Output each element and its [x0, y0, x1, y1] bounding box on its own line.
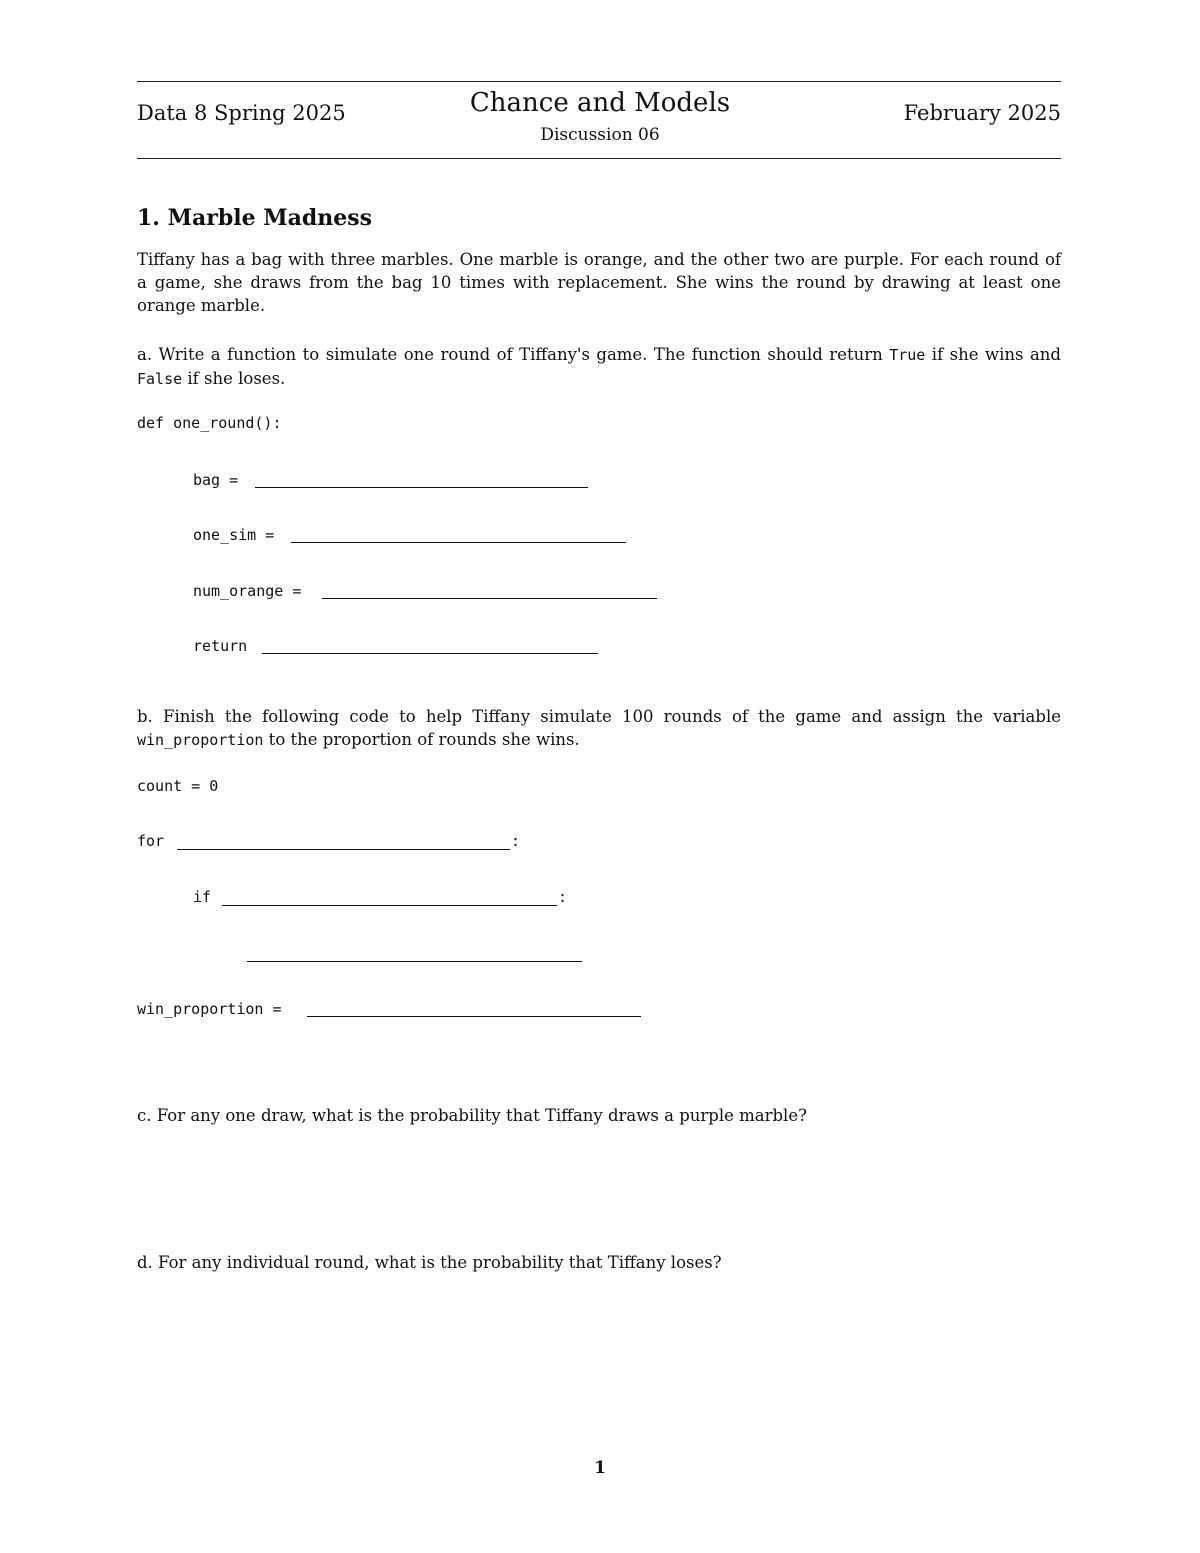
course-name: Data 8 Spring 2025: [137, 101, 346, 125]
blank-bag[interactable]: [255, 487, 588, 488]
part-a-text-1: a. Write a function to simulate one round of Tiffany's game. The function should return: [137, 345, 890, 364]
part-a-text-3: if she loses.: [182, 369, 286, 388]
part-b-text-2: to the proportion of rounds she wins.: [263, 730, 580, 749]
blank-win-proportion[interactable]: [307, 1016, 641, 1017]
part-a-prompt: [137, 343, 1061, 391]
part-b-text-1: b. Finish the following code to help Tiffany simulate 100 rounds of the game and assign the variable: [137, 707, 1061, 726]
part-d-prompt: d. For any individual round, what is the probability that Tiffany loses?: [137, 1253, 722, 1272]
part-b-prompt: [137, 705, 1061, 752]
code-count-line: count = 0: [137, 777, 219, 795]
blank-for[interactable]: [177, 849, 510, 850]
page-number: 1: [594, 1458, 606, 1478]
code-return-label: return: [193, 637, 248, 655]
code-if-label: if: [193, 888, 212, 906]
code-win-proportion: win_proportion: [137, 731, 264, 749]
code-bag-label: bag =: [193, 471, 239, 489]
section-intro: Tiffany has a bag with three marbles. One marble is orange, and the other two are purple. For each round of a game, she draws from the bag 10 times with replacement. She wins the round by drawing at least one orange marble.: [137, 250, 1061, 315]
code-if-colon: :: [558, 888, 568, 906]
section-heading: 1. Marble Madness: [137, 205, 372, 231]
code-for-label: for: [137, 832, 165, 850]
part-a-text-2: if she wins and: [925, 345, 1061, 364]
blank-if[interactable]: [222, 905, 557, 906]
blank-if-body[interactable]: [247, 961, 582, 962]
blank-one-sim[interactable]: [291, 542, 626, 543]
part-c-prompt: c. For any one draw, what is the probability that Tiffany draws a purple marble?: [137, 1106, 807, 1125]
document-date: February 2025: [903, 101, 1061, 125]
code-false: False: [137, 370, 183, 388]
code-num-orange-label: num_orange =: [193, 582, 302, 600]
code-def-line: def one_round():: [137, 414, 282, 432]
header-bottom-rule: [137, 158, 1061, 159]
code-win-proportion-label: win_proportion =: [137, 1000, 282, 1018]
document-title: Chance and Models: [469, 88, 731, 118]
blank-num-orange[interactable]: [322, 598, 657, 599]
code-for-colon: :: [511, 832, 521, 850]
code-one-sim-label: one_sim =: [193, 526, 275, 544]
header-top-rule: [137, 81, 1061, 82]
document-subtitle: Discussion 06: [540, 125, 660, 145]
code-true: True: [889, 346, 926, 364]
blank-return[interactable]: [262, 653, 598, 654]
